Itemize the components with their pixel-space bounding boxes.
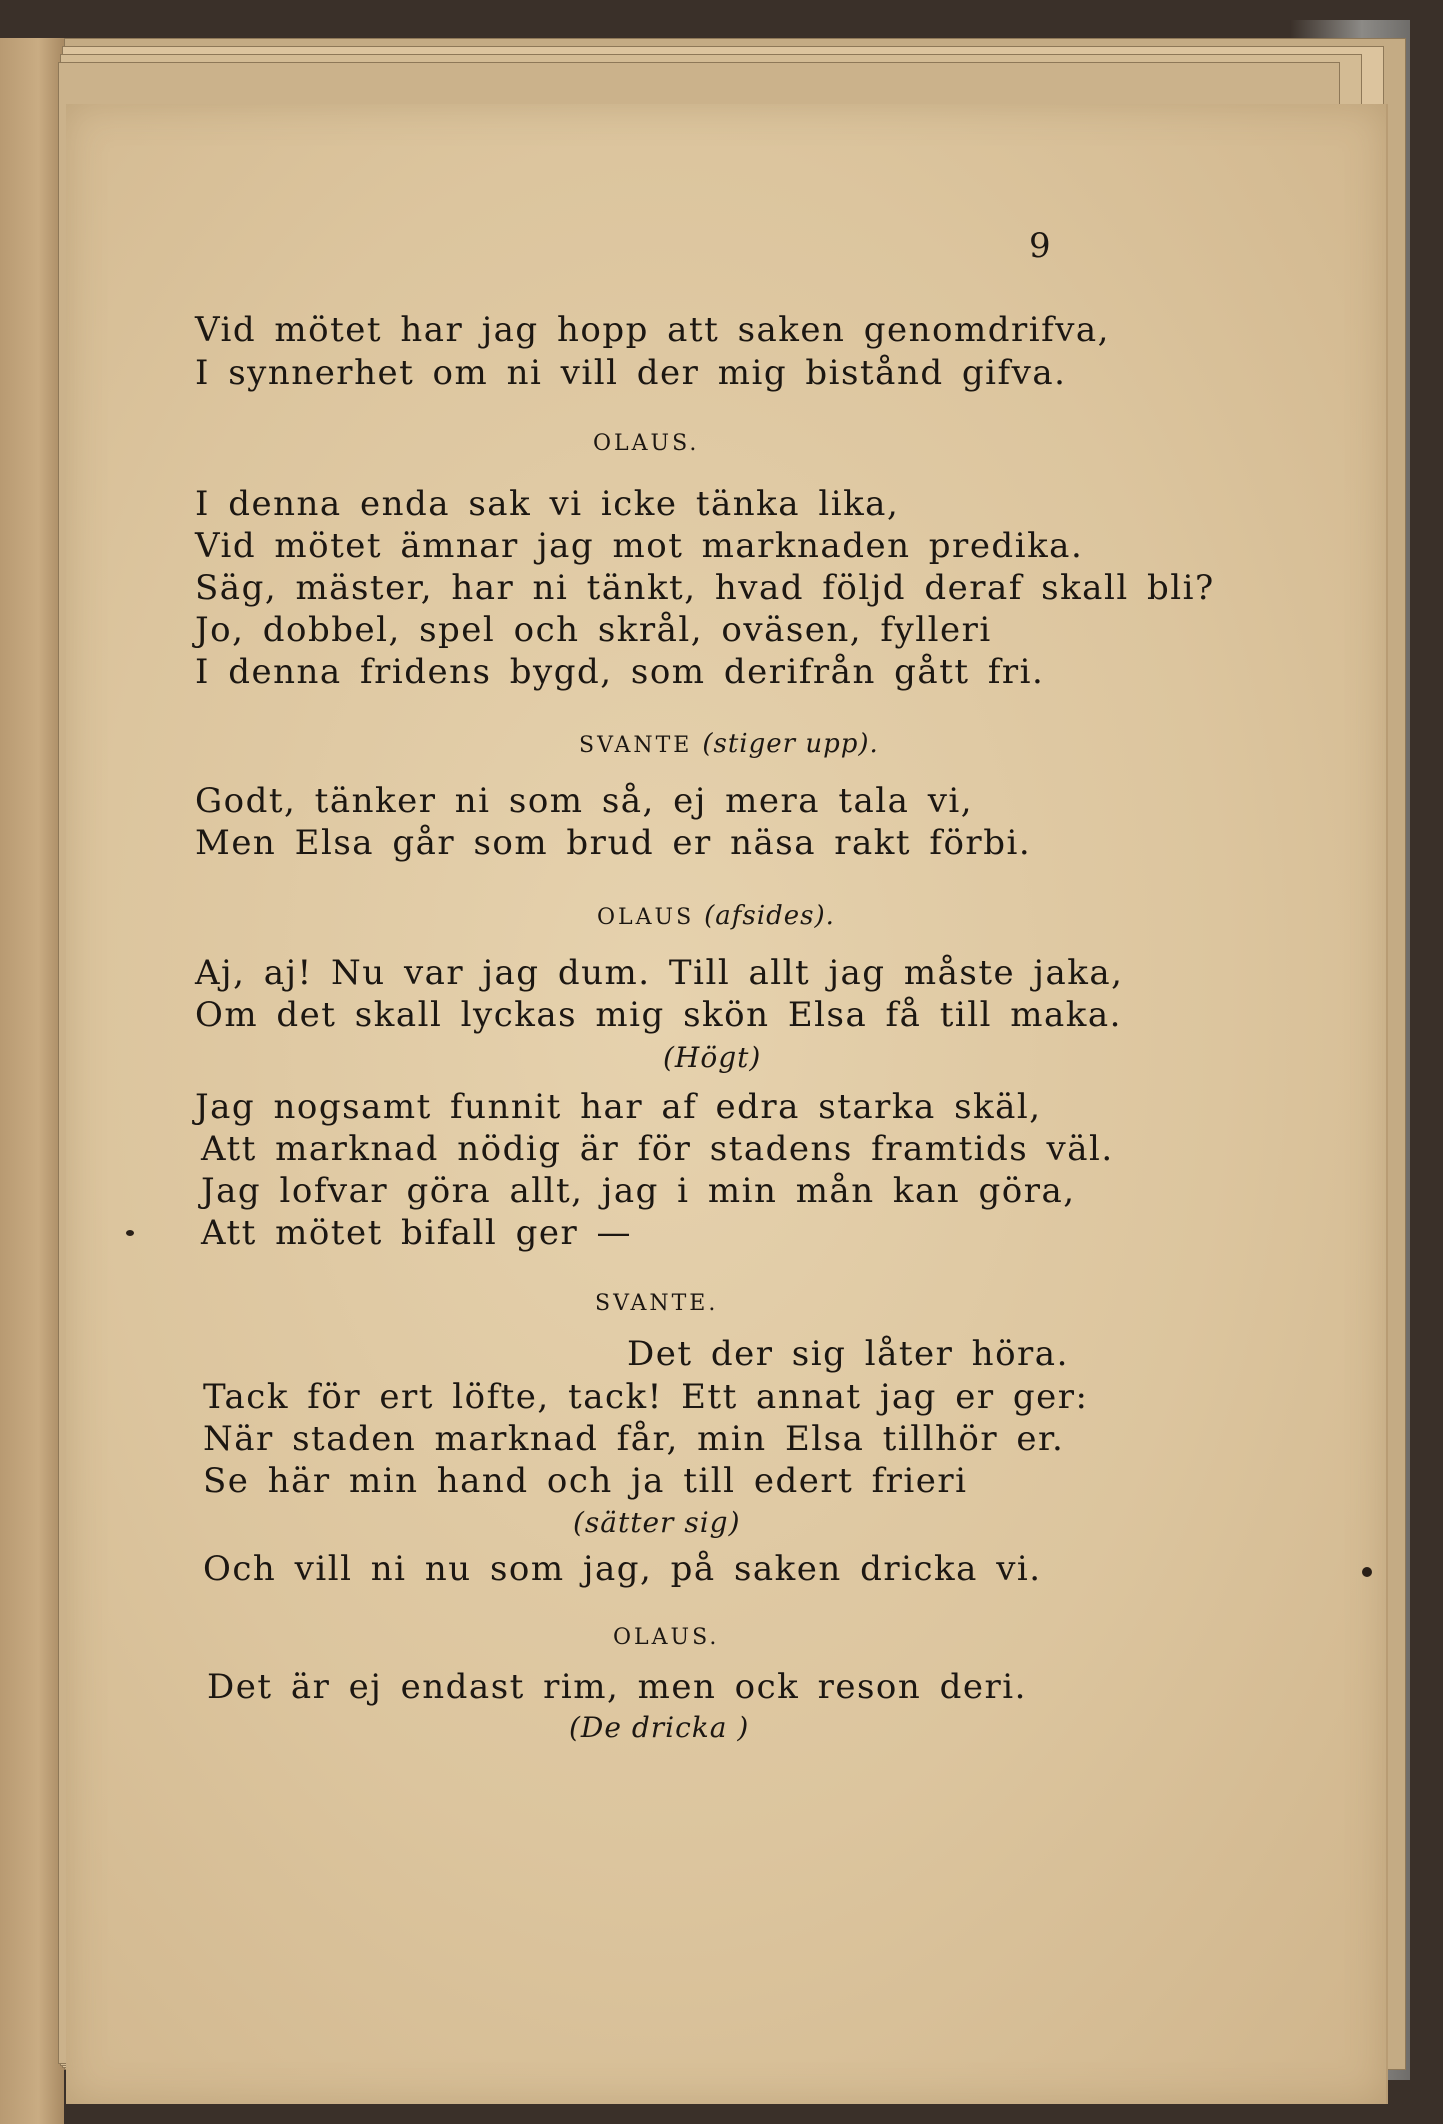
- paper-speck: [1362, 1567, 1372, 1577]
- stage-direction: (stiger upp).: [702, 729, 879, 759]
- verse-line: Det der sig låter höra.: [627, 1334, 1069, 1374]
- stage-direction: (De dricka ): [569, 1711, 750, 1744]
- verse-line: Jag nogsamt funnit har af edra starka skäl,: [195, 1087, 1042, 1127]
- stage-direction: (sätter sig): [573, 1506, 741, 1539]
- verse-line: Aj, aj! Nu var jag dum. Till allt jag måste jaka,: [195, 953, 1124, 993]
- verse-line: Men Elsa går som brud er näsa rakt förbi.: [195, 823, 1032, 863]
- verse-line: Jag lofvar göra allt, jag i min mån kan göra,: [201, 1171, 1076, 1211]
- speaker-svante: SVANTE: [579, 733, 693, 758]
- speaker-name: OLAUS.: [613, 1625, 720, 1650]
- verse-line: Att mötet bifall ger —: [201, 1213, 633, 1253]
- verse-line: Vid mötet har jag hopp att saken genomdrifva,: [195, 310, 1110, 350]
- verse-line: Att marknad nödig är för stadens framtids väl.: [201, 1129, 1114, 1169]
- speaker-name: [579, 729, 879, 759]
- verse-line: När staden marknad får, min Elsa tillhör er.: [203, 1419, 1065, 1459]
- stage-direction: (afsides).: [704, 901, 835, 931]
- verse-line: Säg, mäster, har ni tänkt, hvad följd deraf skall bli?: [195, 568, 1215, 608]
- verse-line: I denna enda sak vi icke tänka lika,: [195, 484, 900, 524]
- verse-line: Jo, dobbel, spel och skrål, oväsen, fylleri: [195, 610, 992, 650]
- page-number: 9: [1029, 226, 1051, 266]
- verse-line: Se här min hand och ja till edert frieri: [203, 1461, 968, 1501]
- speaker-olaus: OLAUS: [597, 905, 695, 930]
- speaker-name: [597, 901, 835, 931]
- facing-page-edge: [0, 38, 64, 2124]
- speaker-name: OLAUS.: [593, 431, 700, 456]
- verse-line: Och vill ni nu som jag, på saken dricka vi.: [203, 1549, 1042, 1589]
- verse-line: Om det skall lyckas mig skön Elsa få till maka.: [195, 995, 1122, 1035]
- book-page: [66, 104, 1388, 2104]
- verse-line: I synnerhet om ni vill der mig bistånd gifva.: [195, 353, 1067, 393]
- speaker-name: SVANTE.: [595, 1291, 719, 1316]
- stage-direction: (Högt): [663, 1041, 762, 1074]
- verse-line: I denna fridens bygd, som derifrån gått fri.: [195, 652, 1045, 692]
- page-text: [66, 104, 1386, 2104]
- verse-line: Det är ej endast rim, men ock reson deri.: [207, 1667, 1027, 1707]
- verse-line: Vid mötet ämnar jag mot marknaden predika.: [195, 526, 1084, 566]
- verse-line: Godt, tänker ni som så, ej mera tala vi,: [195, 781, 974, 821]
- verse-line: Tack för ert löfte, tack! Ett annat jag er ger:: [203, 1377, 1089, 1417]
- paper-speck: [126, 1230, 134, 1236]
